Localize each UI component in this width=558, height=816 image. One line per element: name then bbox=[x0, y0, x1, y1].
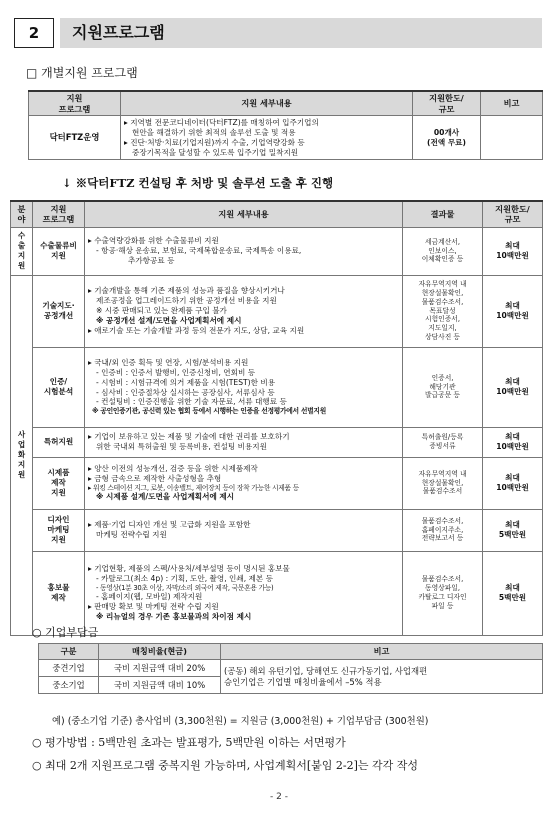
program-output: 물품검수조서, 홈페이지주소, 전략보고서 등 bbox=[403, 509, 483, 551]
col-details: 지원 세부내용 bbox=[121, 91, 413, 116]
program-limit: 00개사 (전액 무료) bbox=[413, 116, 481, 160]
evaluation-method: ○ 평가방법 : 5백만원 초과는 발표평가, 5백만원 이하는 서면평가 bbox=[32, 736, 346, 749]
program-limit: 최대 10백만원 bbox=[483, 457, 543, 509]
col-remarks: 비고 bbox=[221, 644, 543, 660]
table-row bbox=[11, 509, 543, 551]
program-output: 물품검수조서, 동영상파일, 카탈로그 디자인 파일 등 bbox=[403, 551, 483, 635]
table-row bbox=[11, 347, 543, 427]
col-field: 분야 bbox=[11, 201, 33, 227]
program-limit: 최대 5백만원 bbox=[483, 509, 543, 551]
table-row bbox=[11, 275, 543, 347]
ratio-cell: 국비 지원금액 대비 20% bbox=[99, 660, 221, 677]
program-details: ▸ 제품·기업 디자인 개선 및 고급화 지원을 포함한 마케팅 전략수립 지원 bbox=[85, 509, 403, 551]
table-row bbox=[39, 660, 543, 677]
field-export: 수 출 지 원 bbox=[11, 227, 33, 275]
col-type: 구분 bbox=[39, 644, 99, 660]
col-program: 지원 프로그램 bbox=[29, 91, 121, 116]
program-name: 닥터FTZ운영 bbox=[29, 116, 121, 160]
program-limit: 최대 10백만원 bbox=[483, 427, 543, 457]
col-output: 결과물 bbox=[403, 201, 483, 227]
subheading-company-contribution: ○ 기업부담금 bbox=[32, 626, 99, 639]
program-remarks bbox=[481, 116, 543, 160]
doctor-ftz-table bbox=[28, 90, 543, 160]
section-header bbox=[14, 18, 542, 48]
table-row bbox=[11, 427, 543, 457]
table-row bbox=[11, 227, 543, 275]
table-row bbox=[11, 457, 543, 509]
example-calculation: 예) (중소기업 기준) 총사업비 (3,300천원) = 지원금 (3,000천원) + 기업부담금 (300천원) bbox=[52, 716, 429, 727]
program-name: 인증/ 시험분석 bbox=[33, 347, 85, 427]
program-limit: 최대 10백만원 bbox=[483, 227, 543, 275]
program-name: 홍보물 제작 bbox=[33, 551, 85, 635]
program-details: ▸ 기업이 보유하고 있는 제품 및 기술에 대한 권리를 보호하기 위한 국내외 특허출원 및 등록비용, 컨설팅 비용지원 bbox=[85, 427, 403, 457]
program-details: ▸ 지역별 전문코디네이터(닥터FTZ)를 매칭하여 입주기업의 현안을 해결하기 위한 최적의 솔루션 도출 및 적용 ▸ 진단·처방·치료(기업지원)까지 수출, 기업역량강화 등 중장기목적을 달성할 수 있도록 입주기업 밀착지원 bbox=[121, 116, 413, 160]
section-number: 2 bbox=[14, 18, 54, 48]
matching-ratio-table bbox=[38, 643, 543, 694]
program-details: ▸ 기업현황, 제품의 스펙/사용처/세부설명 등이 명시된 홍보물 - 카탈로그(최소 4p) : 기획, 도안, 촬영, 인쇄, 제본 등 - 동영상(1분 30초 이상, 자막/소리 외국어 제작, 국문혼용 가능) - 홈페이지(웹, 모바일) 제작지원 ▸ 판매망 확보 및 마케팅 전략 수립 지원 ※ 리뉴얼의 경우 기존 홍보물과의 차이점 제시 bbox=[85, 551, 403, 635]
program-details: ▸ 기술개발을 통해 기존 제품의 성능과 품질을 향상시키거나 제조공정을 업그레이드하기 위한 공정개선 비용을 지원 ※ 시중 판매되고 있는 완제품 구입 불가 ※ 공정개선 설계/도면을 사업계획서에 제시 ▸ 애로기술 또는 기술개발 과정 등의 전문가 지도, 상담, 교육 지원 bbox=[85, 275, 403, 347]
program-name: 특허지원 bbox=[33, 427, 85, 457]
program-name: 기술지도· 공정개선 bbox=[33, 275, 85, 347]
program-limit: 최대 5백만원 bbox=[483, 551, 543, 635]
program-output: 세금계산서, 인보이스, 이체확인증 등 bbox=[403, 227, 483, 275]
program-name: 수출물류비 지원 bbox=[33, 227, 85, 275]
col-remarks: 비고 bbox=[481, 91, 543, 116]
program-output: 자유무역지역 내 현장설물확인, 물품검수조서 bbox=[403, 457, 483, 509]
table-row bbox=[11, 551, 543, 635]
col-program: 지원 프로그램 bbox=[33, 201, 85, 227]
program-details: ▸ 수출역량강화를 위한 수출물류비 지원 - 항공·해상 운송료, 보험료, 국제복합운송료, 국제특송 이용료, 추가항공료 등 bbox=[85, 227, 403, 275]
program-name: 시제품 제작 지원 bbox=[33, 457, 85, 509]
col-limit: 지원한도/ 규모 bbox=[483, 201, 543, 227]
program-limit: 최대 10백만원 bbox=[483, 275, 543, 347]
type-cell: 중견기업 bbox=[39, 660, 99, 677]
subheading-individual-programs: □ 개별지원 프로그램 bbox=[26, 66, 138, 80]
program-output: 특허출원/등록 증빙서류 bbox=[403, 427, 483, 457]
duplicate-support-note: ○ 최대 2개 지원프로그램 중복지원 가능하며, 사업계획서[붙임 2-2]는 각각 작성 bbox=[32, 759, 419, 772]
col-ratio: 매칭비율(현금) bbox=[99, 644, 221, 660]
col-details: 지원 세부내용 bbox=[85, 201, 403, 227]
program-output: 자유무역지역 내 현장설물확인, 물품검수조서, 목표달성 시험인증서, 지도일지, 상담사진 등 bbox=[403, 275, 483, 347]
program-output: 인증서, 해당기관 발급공문 등 bbox=[403, 347, 483, 427]
type-cell: 중소기업 bbox=[39, 677, 99, 694]
ratio-cell: 국비 지원금액 대비 10% bbox=[99, 677, 221, 694]
program-details: ▸ 국내/외 인증 획득 및 연장, 시험/분석비용 지원 - 인증비 : 인증서 발행비, 인증신청비, 연회비 등 - 시험비 : 시험규격에 의거 제품을 시험(TEST)한 비용 - 심사비 : 인증절차상 실시하는 공장심사, 서류심사 등 - 컨설팅비 : 인증진행을 위한 기술 자문료, 서류 대행료 등 ※ 공인인증기관, 공신력 있는 협회 등에서 시행하는 인증을 선정평가에서 선별지원 bbox=[85, 347, 403, 427]
section-title: 지원프로그램 bbox=[60, 18, 542, 48]
support-program-table bbox=[10, 200, 543, 636]
remarks-cell: (공동) 해외 유턴기업, 당해연도 신규가동기업, 사업재편 승인기업은 기업별 매칭비율에서 –5% 적용 bbox=[221, 660, 543, 694]
page-number: - 2 - bbox=[270, 792, 288, 802]
program-limit: 최대 10백만원 bbox=[483, 347, 543, 427]
program-name: 디자인 마케팅 지원 bbox=[33, 509, 85, 551]
field-commercialization: 사 업 화 지 원 bbox=[11, 275, 33, 635]
program-details: ▸ 양산 이전의 성능개선, 검증 등을 위한 시제품제작 ▸ 금형 금속으로 제작한 사출성형을 추형 ▸ 워킹 스테이션 지그, 로봇, 이송밸트, 제어장치 등이 장착 가능한 시제품 등 ※ 시제품 설계/도면을 사업계획서에 제시 bbox=[85, 457, 403, 509]
col-limit: 지원한도/ 규모 bbox=[413, 91, 481, 116]
consulting-note: ↓ ※닥터FTZ 컨설팅 후 처방 및 솔루션 도출 후 진행 bbox=[62, 176, 334, 190]
